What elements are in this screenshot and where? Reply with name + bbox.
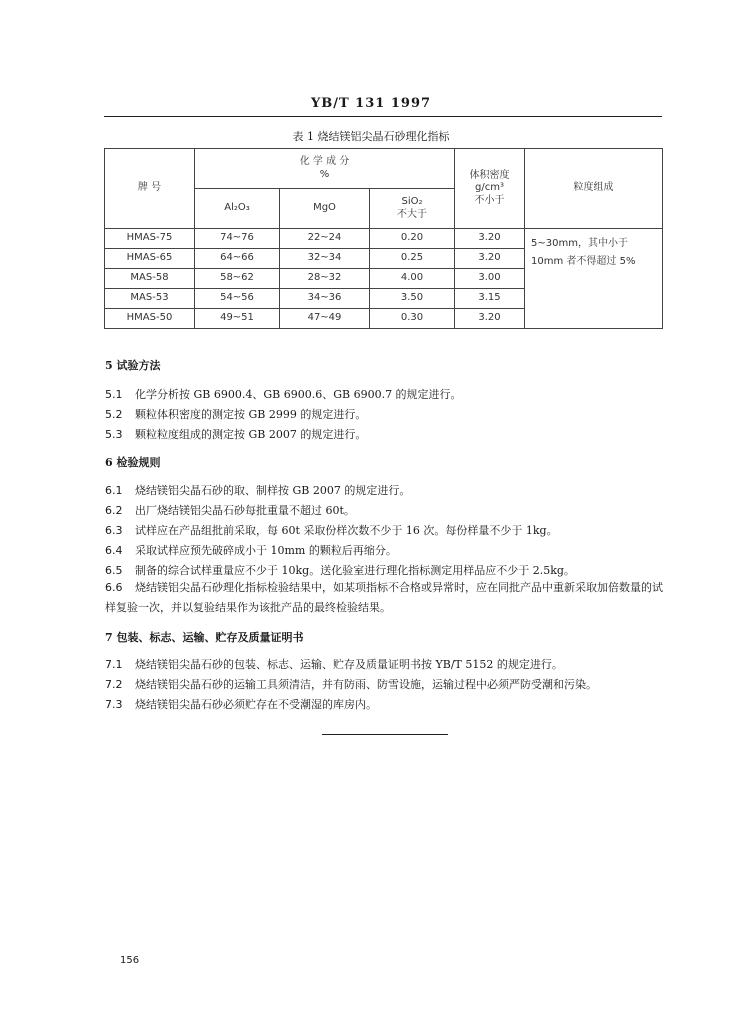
table-title: 表 1 烧结镁铝尖晶石砂理化指标: [292, 130, 450, 143]
header-chem-unit: %: [319, 168, 330, 180]
clause-number: 6.3: [105, 524, 123, 537]
cell-grain-note: 5~30mm，其中小于 10mm 者不得超过 5%: [525, 229, 663, 329]
cell-al2o3: 64~66: [195, 249, 280, 269]
spec-table: [104, 148, 663, 329]
clause-text: 制备的综合试样重量应不少于 10kg。送化验室进行理化指标测定用样品应不少于 2.5kg。: [135, 564, 575, 577]
cell-density: 3.15: [455, 289, 525, 309]
header-grain: 粒度组成: [525, 149, 663, 229]
section-title: 6 检验规则: [105, 456, 161, 469]
header-al2o3: Al₂O₃: [195, 189, 280, 229]
cell-sio2: 0.25: [370, 249, 455, 269]
cell-mgo: 32~34: [280, 249, 370, 269]
clause: [105, 502, 355, 518]
clause-number: 6.2: [105, 504, 123, 517]
clause-text: 烧结镁铝尖晶石砂必须贮存在不受潮湿的库房内。: [135, 698, 377, 711]
cell-al2o3: 54~56: [195, 289, 280, 309]
clause: [105, 656, 563, 672]
cell-grade: HMAS-50: [105, 309, 195, 329]
clause-number: 5.3: [105, 428, 123, 441]
header-sio2-label: SiO₂: [401, 196, 423, 207]
clause-number: 6.4: [105, 544, 123, 557]
header-sio2-note: 不大于: [397, 208, 428, 220]
cell-sio2: 3.50: [370, 289, 455, 309]
cell-mgo: 28~32: [280, 269, 370, 289]
page-number: 156: [120, 955, 140, 966]
clause-text: 烧结镁铝尖晶石砂的包装、标志、运输、贮存及质量证明书按 YB/T 5152 的规定进行。: [135, 658, 563, 671]
clause: [105, 696, 377, 712]
clause-number: 7.2: [105, 678, 123, 691]
cell-density: 3.00: [455, 269, 525, 289]
cell-density: 3.20: [455, 249, 525, 269]
header-mgo: MgO: [280, 189, 370, 229]
cell-sio2: 4.00: [370, 269, 455, 289]
section-title: 5 试验方法: [105, 359, 161, 372]
clause-text: 烧结镁铝尖晶石砂理化指标检验结果中，如某项指标不合格或异常时，应在同批产品中重新采取加倍数量的试样复验一次，并以复验结果作为该批产品的最终检验结果。: [105, 581, 663, 614]
clause-number: 7.1: [105, 658, 123, 671]
cell-grade: MAS-58: [105, 269, 195, 289]
cell-density: 3.20: [455, 229, 525, 249]
header-density-unit: g/cm³: [475, 182, 505, 194]
cell-mgo: 47~49: [280, 309, 370, 329]
clause-text: 颗粒粒度组成的测定按 GB 2007 的规定进行。: [135, 428, 367, 441]
cell-mgo: 22~24: [280, 229, 370, 249]
cell-sio2: 0.20: [370, 229, 455, 249]
header-density-label: 体积密度: [469, 169, 510, 181]
section-title: 7 包装、标志、运输、贮存及质量证明书: [105, 631, 304, 644]
clause: [105, 578, 665, 618]
standard-code: YB/T 131 1997: [310, 96, 432, 111]
clause: [105, 542, 397, 558]
header-grade: 牌 号: [105, 149, 195, 229]
clause: [105, 562, 575, 578]
clause: [105, 676, 597, 692]
clause-number: 5.1: [105, 388, 123, 401]
clause: [105, 482, 410, 498]
header-chem: [195, 149, 455, 189]
clause: [105, 386, 462, 402]
end-rule: [322, 734, 448, 735]
header-density-note: 不小于: [474, 194, 505, 206]
cell-grade: MAS-53: [105, 289, 195, 309]
header-sio2: [370, 189, 455, 229]
header-chem-label: 化 学 成 分: [299, 156, 350, 167]
clause-number: 6.6: [105, 581, 123, 594]
cell-density: 3.20: [455, 309, 525, 329]
clause: [105, 522, 558, 538]
clause-text: 化学分析按 GB 6900.4、GB 6900.6、GB 6900.7 的规定进行。: [135, 388, 462, 401]
cell-al2o3: 49~51: [195, 309, 280, 329]
clause-number: 7.3: [105, 698, 123, 711]
clause: [105, 426, 366, 442]
header-rule: [104, 116, 662, 117]
clause-number: 5.2: [105, 408, 123, 421]
clause-text: 烧结镁铝尖晶石砂的取、制样按 GB 2007 的规定进行。: [135, 484, 411, 497]
table-row: [105, 229, 663, 249]
cell-mgo: 34~36: [280, 289, 370, 309]
clause: [105, 406, 366, 422]
clause-number: 6.5: [105, 564, 123, 577]
clause-text: 采取试样应预先破碎成小于 10mm 的颗粒后再缩分。: [135, 544, 397, 557]
clause-text: 试样应在产品组批前采取，每 60t 采取份样次数不少于 16 次。每份样量不少于 1kg。: [135, 524, 558, 537]
cell-al2o3: 58~62: [195, 269, 280, 289]
cell-grade: HMAS-75: [105, 229, 195, 249]
clause-text: 出厂烧结镁铝尖晶石砂每批重量不超过 60t。: [135, 504, 355, 517]
clause-number: 6.1: [105, 484, 123, 497]
clause-text: 颗粒体积密度的测定按 GB 2999 的规定进行。: [135, 408, 367, 421]
cell-sio2: 0.30: [370, 309, 455, 329]
cell-al2o3: 74~76: [195, 229, 280, 249]
header-density: [455, 149, 525, 229]
clause-text: 烧结镁铝尖晶石砂的运输工具须清洁，并有防雨、防雪设施，运输过程中必须严防受潮和污染。: [135, 678, 597, 691]
cell-grade: HMAS-65: [105, 249, 195, 269]
